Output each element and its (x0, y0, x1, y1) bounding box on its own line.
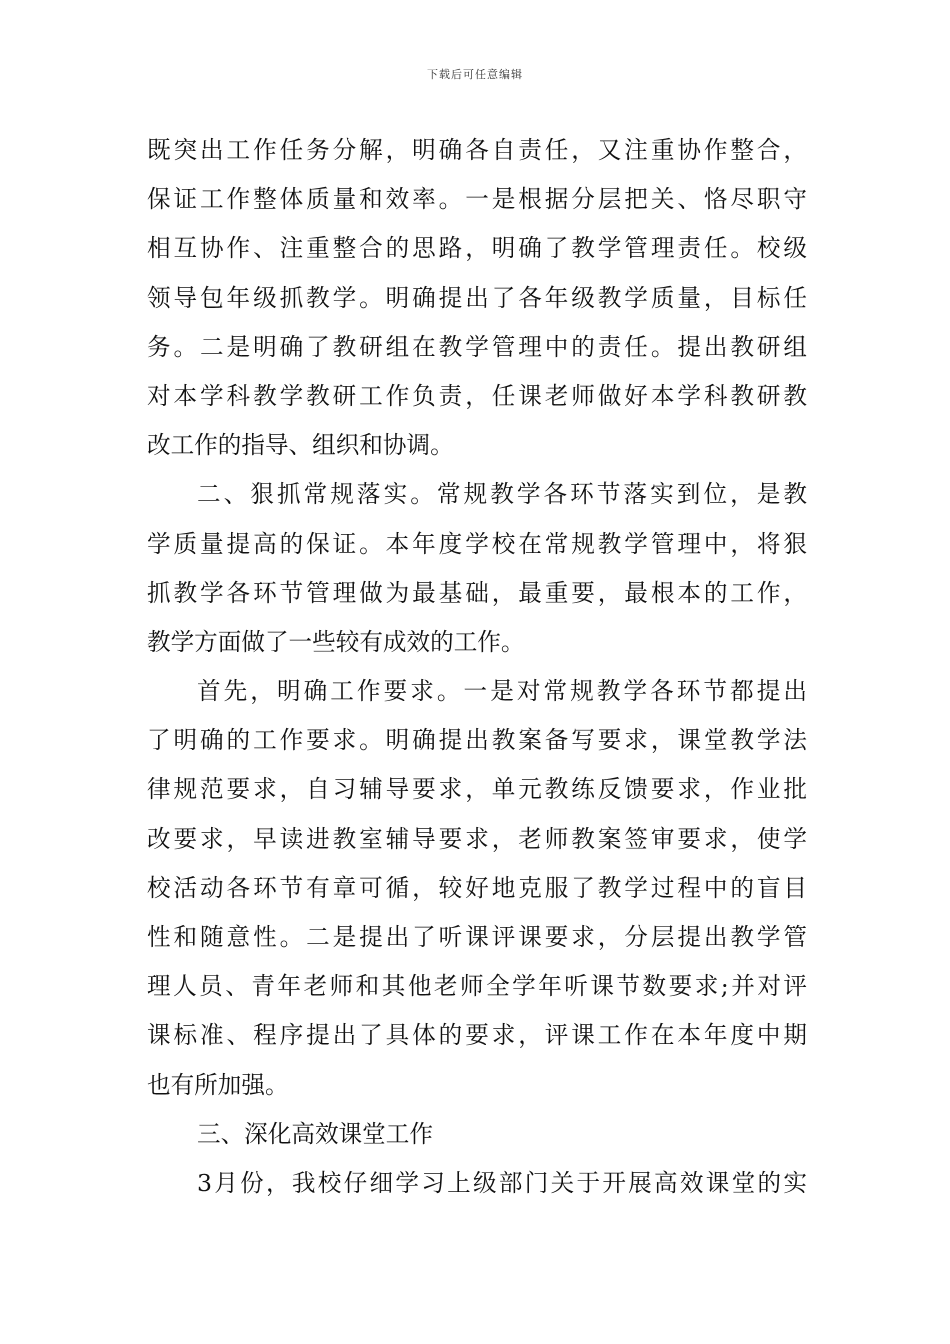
document-body (147, 126, 807, 1208)
page-header-note: 下载后可任意编辑 (427, 68, 523, 81)
text-line: 务。二是明确了教研组在教学管理中的责任。提出教研组 (147, 332, 807, 361)
paragraph-start-line: 首先，明确工作要求。一是对常规教学各环节都提出 (197, 677, 807, 706)
paragraph-start-line: 二、狠抓常规落实。常规教学各环节落实到位，是教 (197, 480, 807, 509)
text-line: 相互协作、注重整合的思路，明确了教学管理责任。校级 (147, 234, 807, 263)
text-line: 改工作的指导、组织和协调。 (147, 431, 454, 460)
text-line: 性和随意性。二是提出了听课评课要求，分层提出教学管 (147, 923, 807, 951)
text-line: 抓教学各环节管理做为最基础，最重要，最根本的工作， (147, 578, 807, 607)
text-line: 改要求，早读进教室辅导要求，老师教案签审要求，使学 (147, 824, 807, 853)
text-line: 教学方面做了一些较有成效的工作。 (147, 627, 525, 656)
text-line: 保证工作整体质量和效率。一是根据分层把关、恪尽职守 (147, 185, 807, 214)
text-line: 对本学科教学教研工作负责，任课老师做好本学科教研教 (147, 381, 807, 410)
text-line: 既突出工作任务分解，明确各自责任，又注重协作整合， (147, 136, 807, 164)
text-line: 领导包年级抓教学。明确提出了各年级教学质量，目标任 (147, 283, 807, 312)
text-line: 理人员、青年老师和其他老师全学年听课节数要求;并对评 (147, 972, 807, 1001)
text-line: 了明确的工作要求。明确提出教案备写要求，课堂教学法 (147, 726, 807, 755)
text-line: 课标准、程序提出了具体的要求，评课工作在本年度中期 (147, 1021, 807, 1050)
text-line: 学质量提高的保证。本年度学校在常规教学管理中，将狠 (147, 529, 807, 558)
section-heading: 三、深化高效课堂工作 (197, 1119, 433, 1148)
text-line: 校活动各环节有章可循，较好地克服了教学过程中的盲目 (147, 873, 807, 902)
text-line: 也有所加强。 (147, 1070, 289, 1099)
text-line: 律规范要求，自习辅导要求，单元教练反馈要求，作业批 (147, 775, 807, 804)
paragraph-start-line: 3月份，我校仔细学习上级部门关于开展高效课堂的实 (197, 1168, 807, 1197)
